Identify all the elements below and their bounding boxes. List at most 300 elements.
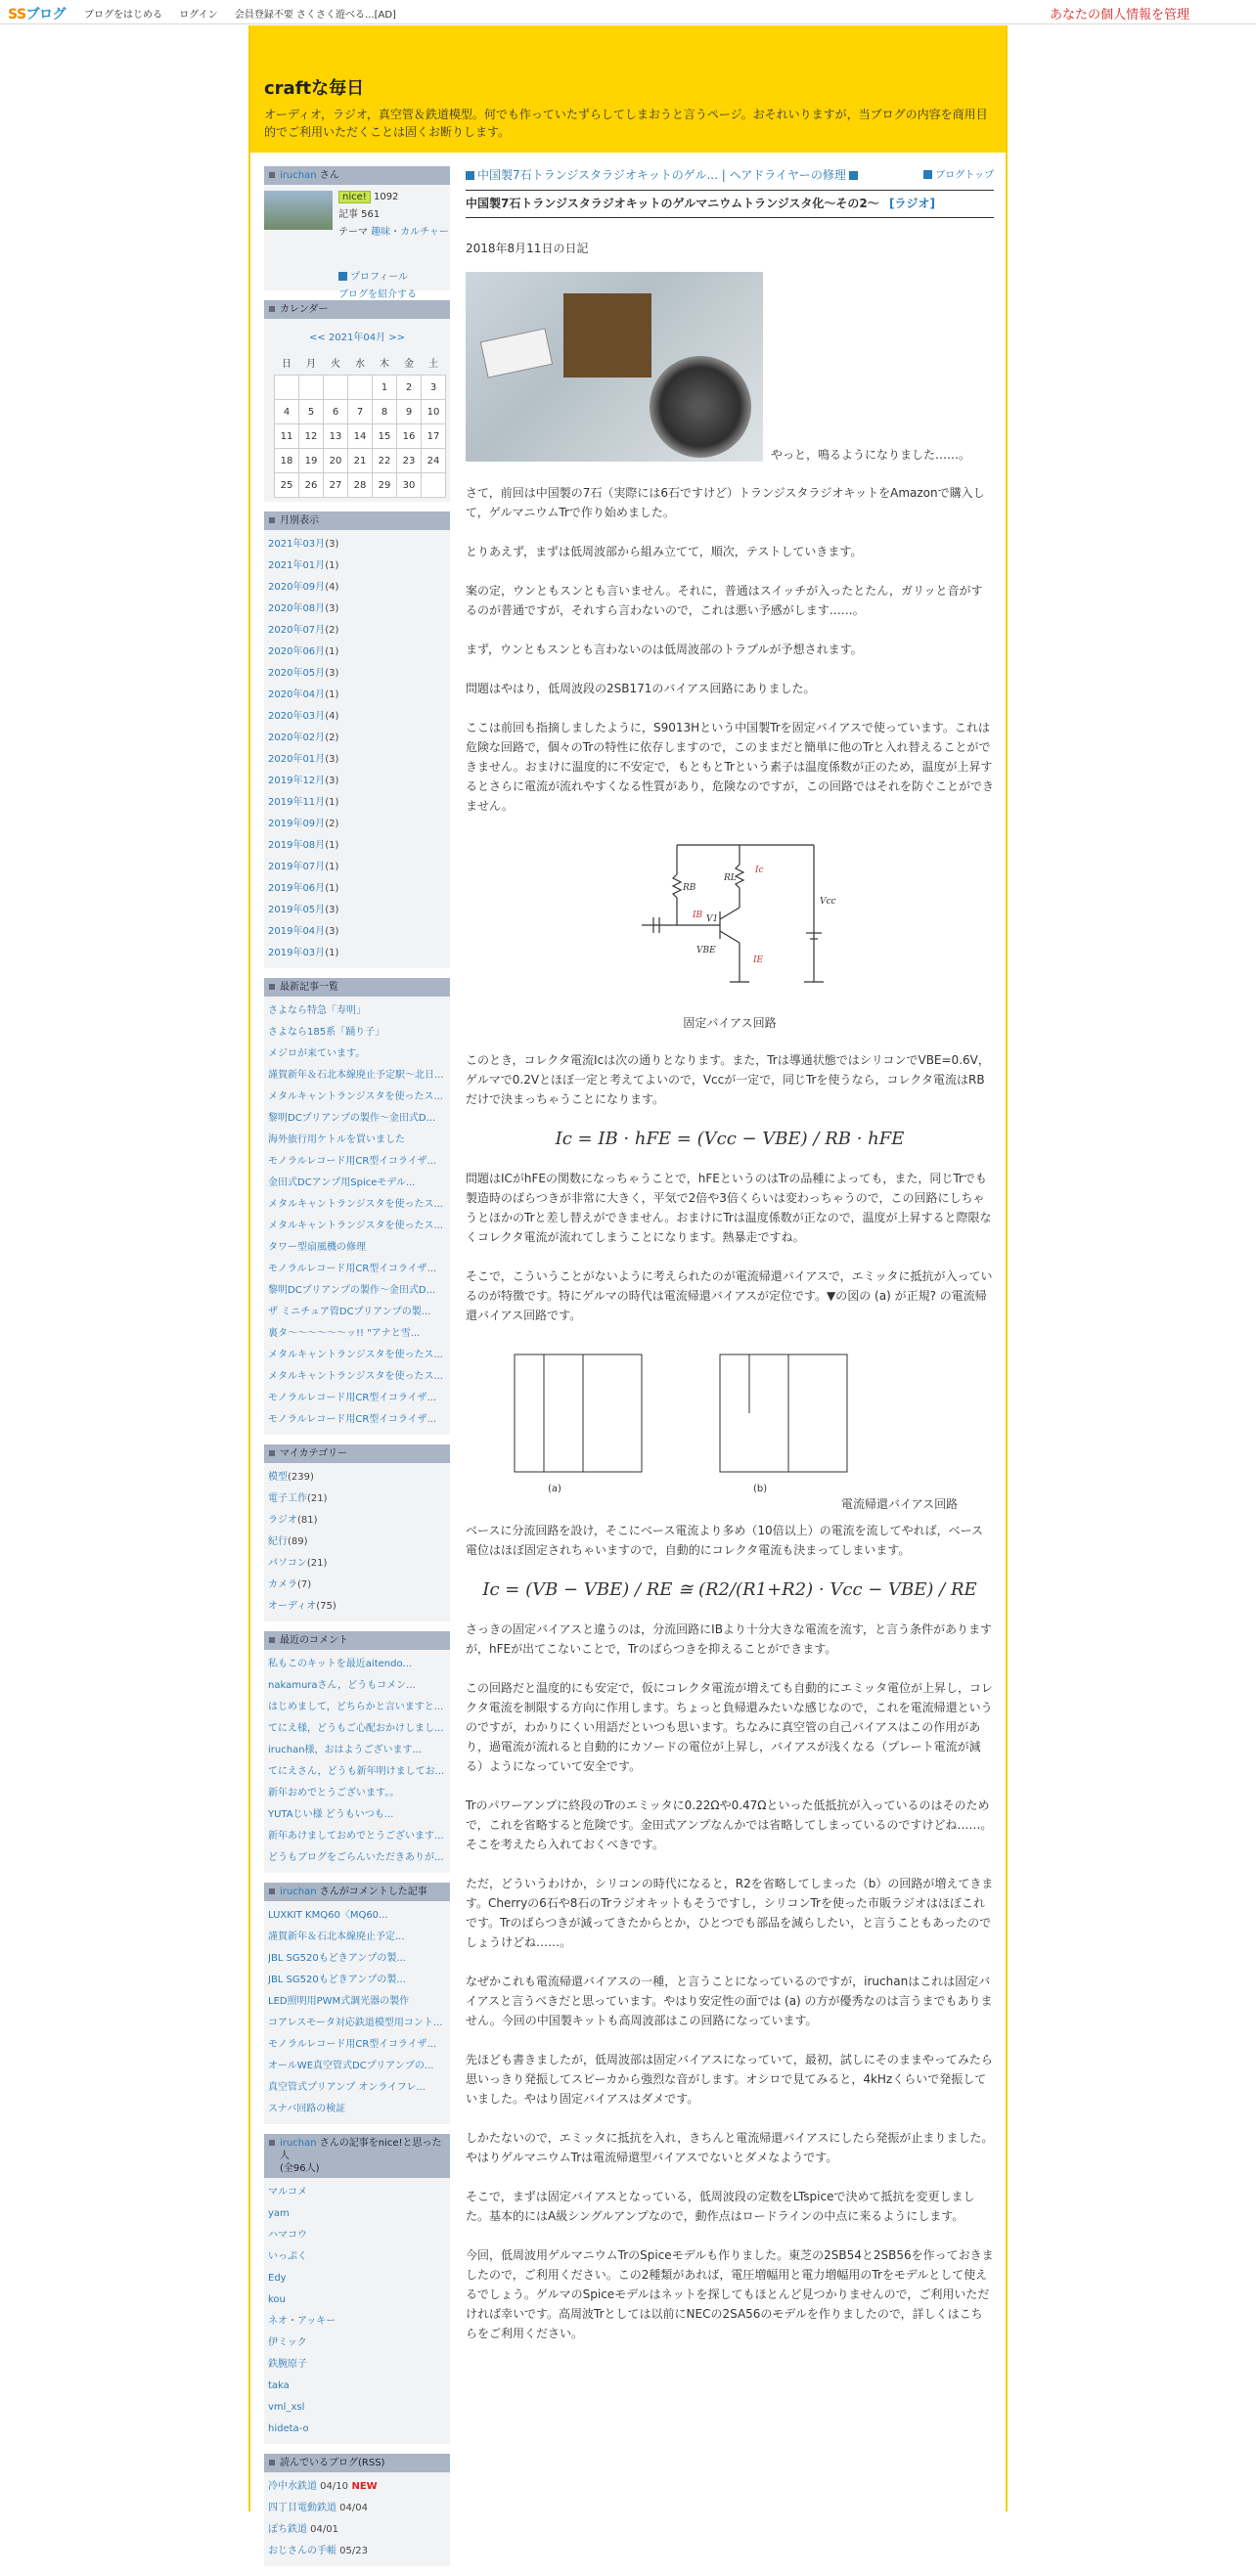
rss-label: 四丁目電動鉄道 — [268, 2503, 336, 2513]
blog-top-link[interactable] — [923, 166, 994, 181]
calendar-day[interactable]: 27 — [324, 473, 348, 498]
calendar-day[interactable]: 4 — [275, 400, 299, 424]
comment-item[interactable] — [268, 1783, 446, 1804]
post-date: 2018年8月11日の日記 — [466, 242, 589, 255]
square-bullet-icon — [923, 170, 932, 179]
calendar-month[interactable]: 2021年04月 — [328, 333, 386, 343]
blog-title[interactable]: craftな毎日 — [264, 78, 365, 99]
comment-item[interactable] — [268, 1761, 446, 1783]
commented-article-label: スナバ回路の検証 — [268, 2104, 346, 2114]
recent-article-item[interactable] — [268, 1323, 446, 1345]
comment-item[interactable] — [268, 1804, 446, 1826]
rss-list — [264, 2472, 450, 2566]
calendar-day — [422, 473, 446, 498]
calendar-day[interactable]: 9 — [397, 400, 422, 424]
commented-article-label: オールWE真空管式DCプリアンプの... — [268, 2061, 434, 2071]
ad-link[interactable]: 会員登録不要 さくさく遊べる...[AD] — [234, 10, 396, 21]
privacy-link[interactable]: あなたの個人情報を管理 — [1049, 8, 1189, 22]
commented-article-item[interactable] — [268, 1970, 446, 1991]
paragraph: 問題はやはり，低周波段の2SB171のバイアス回路にありました。 — [466, 682, 816, 695]
rss-item[interactable] — [268, 2498, 446, 2519]
monthly-item[interactable] — [268, 857, 446, 878]
recent-article-label: モノラルレコード用CR型イコライザ... — [268, 1414, 437, 1425]
recent-article-item[interactable] — [268, 1151, 446, 1173]
calendar-day[interactable]: 1 — [373, 376, 397, 400]
monthly-label: 2019年09月 — [268, 819, 326, 829]
calendar-weekday: 金 — [404, 358, 414, 370]
calendar-day[interactable]: 18 — [275, 449, 299, 473]
monthly-item[interactable] — [268, 642, 446, 663]
commented-article-item[interactable] — [268, 1948, 446, 1970]
monthly-count: (2) — [325, 625, 339, 636]
calendar-day[interactable]: 26 — [299, 473, 324, 498]
comment-item[interactable] — [268, 1718, 446, 1740]
recent-article-item[interactable] — [268, 1130, 446, 1151]
monthly-label: 2019年03月 — [268, 948, 326, 958]
monthly-count: (1) — [325, 646, 339, 657]
monthly-label: 2019年05月 — [268, 905, 326, 915]
calendar-weekday: 日 — [282, 358, 292, 370]
calendar-prev[interactable]: << — [308, 333, 326, 343]
monthly-label: 2020年02月 — [268, 733, 326, 743]
nice-user-label: ハマコウ — [268, 2230, 307, 2241]
introduce-blog-link[interactable]: ブログを紹介する — [338, 289, 417, 300]
nice-user-label: いっぷく — [268, 2251, 307, 2262]
monthly-item[interactable] — [268, 900, 446, 921]
calendar-day[interactable]: 2 — [397, 376, 422, 400]
paragraph: ここは前回も指摘しましたように，S9013Hという中国製Trを固定バイアスで使っています。これは危険な回路で，個々のTrの特性に依存しますので，このままだと簡単に他のTrと入れ替えることができません。おまけに温度的に不安定で，もともとTrという素子は温度係数が正のため，温度が上昇するとさらに電流が流れやすくなる性質があり，危険なのですが，この回路ではそれを防ぐことができません。 — [466, 721, 995, 813]
nice-user-label: マルコメ — [268, 2187, 307, 2198]
category-head: マイカテゴリー — [264, 1444, 450, 1463]
fig2-label-b: (b) — [753, 1484, 768, 1494]
paragraph: このとき，コレクタ電流Icは次の通りとなります。また，Trは導通状態ではシリコンでVBE=0.6V，ゲルマで0.2Vとほぼ一定と考えてよいので，Vccが一定で，同じTrを使うなら，コレクタ電流はRBだけで決まっちゃうことになります。 — [466, 1053, 990, 1106]
comment-item[interactable] — [268, 1740, 446, 1761]
monthly-count: (1) — [325, 689, 339, 700]
commented-article-item[interactable] — [268, 2056, 446, 2077]
monthly-item[interactable] — [268, 534, 446, 555]
blog-description: オーディオ，ラジオ，真空管＆鉄道模型。何でも作っていたずらしてしまおうと言うページ。おそれいりますが，当ブログの内容を商用目的でご利用いただくことは固くお断りします。 — [264, 108, 988, 139]
category-item[interactable] — [268, 1467, 446, 1488]
monthly-label: 2020年08月 — [268, 603, 326, 614]
calendar-day[interactable]: 30 — [397, 473, 422, 498]
recent-article-label: タワー型扇風機の修理 — [268, 1242, 366, 1253]
rss-date: 04/10 — [317, 2481, 348, 2492]
theme-link[interactable]: 趣味・カルチャー — [371, 227, 449, 238]
theme-label: テーマ — [338, 227, 368, 238]
recent-article-item[interactable] — [268, 1259, 446, 1280]
calendar-day[interactable]: 14 — [348, 424, 373, 449]
nice-user-label: Edy — [268, 2273, 287, 2284]
paragraph: そこで，こういうことがないように考えられたのが電流帰還バイアスで，エミッタに抵抗が入っているのが特徴です。特にゲルマの時代は電流帰還バイアスが定位です。▼の図の (a) が正規? の電流帰還バイアス回路です。 — [466, 1269, 993, 1322]
commented-article-label: LED照明用PWM式調光器の製作 — [268, 1996, 410, 2007]
sidebar — [264, 166, 450, 2576]
calendar-day[interactable]: 7 — [348, 400, 373, 424]
nice-user-label: kou — [268, 2294, 286, 2305]
profile-body — [264, 185, 450, 300]
main-content — [466, 166, 994, 2363]
calendar-body — [264, 319, 450, 502]
rss-item[interactable] — [268, 2541, 446, 2562]
nice-users-user-link[interactable]: iruchan — [280, 2138, 317, 2149]
svg-text:Ic: Ic — [755, 866, 764, 875]
recent-article-item[interactable] — [268, 1044, 446, 1065]
category-count: (81) — [297, 1515, 318, 1526]
svg-text:V1: V1 — [706, 914, 719, 924]
comments-list — [264, 1650, 450, 1873]
blog-top-label: ブログトップ — [935, 170, 994, 181]
calendar-day[interactable]: 23 — [397, 449, 422, 473]
profile-thumbnail[interactable] — [264, 191, 333, 230]
paragraph: さっきの固定バイアスと違うのは，分流回路にIBより十分大きな電流を流す，と言う条件がありますが，hFEが出てこないことで，Trのばらつきを抑えることができます。 — [466, 1622, 992, 1656]
calendar-day[interactable]: 24 — [422, 449, 446, 473]
calendar-next[interactable]: >> — [388, 333, 406, 343]
svg-text:Vcc: Vcc — [820, 897, 836, 907]
category-item[interactable] — [268, 1596, 446, 1618]
article-nav — [466, 166, 994, 186]
profile-head — [264, 166, 450, 185]
paragraph: さて，前回は中国製の7石（実際には6石ですけど）トランジスタラジオキットをAmazonで購入して，ゲルマニウムTrで作り始めました。 — [466, 486, 985, 519]
nice-user-item[interactable] — [268, 2289, 446, 2311]
nice-badge: nice! — [338, 191, 371, 203]
nice-user-label: taka — [268, 2380, 290, 2391]
comments-head: 最近のコメント — [264, 1631, 450, 1650]
square-bullet-icon — [338, 272, 347, 281]
rss-head: 読んでいるブログ(RSS) — [264, 2454, 450, 2472]
profile-link[interactable]: プロフィール — [350, 272, 408, 283]
start-blog-link[interactable]: ブログをはじめる — [84, 10, 162, 21]
nice-users-suffix: さんの記事をnice!と思った人 — [280, 2138, 442, 2161]
fixed-bias-circuit-diagram — [622, 835, 837, 1001]
rss-label: おじさんの手帳 — [268, 2546, 336, 2556]
commented-article-label: コアレスモータ対応鉄道模型用コント... — [268, 2018, 443, 2028]
paragraph: そこで，まずは固定バイアスとなっている，低周波段の定数をLTspiceで決めて抵抗を変更しました。基本的にはA級シングルアンプなので，動作点はロードラインの中点に来るようにします。 — [466, 2190, 975, 2223]
monthly-count: (3) — [325, 603, 339, 614]
monthly-list — [264, 530, 450, 968]
profile-user-link[interactable]: iruchan — [280, 170, 317, 181]
comment-item[interactable] — [268, 1826, 446, 1847]
commented-article-item[interactable] — [268, 1927, 446, 1948]
site-logo[interactable] — [8, 4, 66, 23]
comment-label: てにえ様，どうもご心配おかけしまし... — [268, 1723, 444, 1734]
nice-user-label: ネオ・アッキー — [268, 2316, 336, 2327]
login-link[interactable]: ログイン — [179, 10, 218, 21]
commented-article-item[interactable] — [268, 1905, 446, 1927]
svg-text:RL: RL — [724, 873, 737, 883]
comment-item[interactable] — [268, 1697, 446, 1718]
category-count: (21) — [306, 1558, 328, 1569]
commented-user-link[interactable]: iruchan — [280, 1887, 317, 1897]
recent-article-label: メタルキャントランジスタを使ったス... — [268, 1221, 443, 1231]
monthly-item[interactable] — [268, 749, 446, 771]
profile-suffix: さん — [319, 170, 339, 181]
prev-article-link[interactable]: 中国製7石トランジスタラジオキットのゲル... — [477, 168, 718, 182]
rss-box — [264, 2454, 450, 2566]
calendar-day[interactable]: 3 — [422, 376, 446, 400]
commented-article-label: モノラルレコード用CR型イコライザ... — [268, 2039, 437, 2050]
monthly-count: (3) — [325, 539, 339, 550]
calendar-day[interactable]: 15 — [373, 424, 397, 449]
nice-user-item[interactable] — [268, 2203, 446, 2225]
calendar-day[interactable]: 12 — [299, 424, 324, 449]
comment-label: 新年おめでとうございます。。 — [268, 1788, 400, 1799]
next-article-link[interactable]: ヘアドライヤーの修理 — [729, 168, 846, 182]
monthly-head: 月別表示 — [264, 511, 450, 530]
monthly-count: (1) — [325, 883, 339, 894]
monthly-label: 2020年05月 — [268, 668, 326, 679]
nice-user-item[interactable] — [268, 2397, 446, 2419]
monthly-item[interactable] — [268, 685, 446, 706]
calendar-nav — [268, 329, 446, 343]
monthly-item[interactable] — [268, 792, 446, 814]
recent-article-item[interactable] — [268, 1237, 446, 1259]
formula-current-feedback: Ic = (VB − VBE) / RE ≅ (R2/(R1+R2) · Vcc − VBE) / RE — [482, 1579, 977, 1600]
calendar-table — [274, 349, 446, 498]
recent-article-item[interactable] — [268, 1087, 446, 1108]
fixed-bias-figure — [466, 835, 994, 1004]
monthly-count: (3) — [325, 905, 339, 915]
nice-user-label: yam — [268, 2208, 290, 2219]
category-count: (21) — [307, 1493, 328, 1504]
paragraph: 案の定，ウンともスンとも言いません。それに，普通はスイッチが入ったとたん，ガリッと音がするのが普通ですが，それすら言わないので，これは悪い予感がします……。 — [466, 584, 983, 617]
nice-user-item[interactable] — [268, 2419, 446, 2440]
comment-item[interactable] — [268, 1654, 446, 1675]
rss-date: 04/01 — [307, 2524, 338, 2535]
blog-header — [250, 25, 1006, 153]
calendar-day[interactable]: 28 — [348, 473, 373, 498]
monthly-label: 2019年08月 — [268, 840, 326, 851]
nice-user-item[interactable] — [268, 2311, 446, 2332]
calendar-day[interactable]: 10 — [422, 400, 446, 424]
calendar-day[interactable]: 6 — [324, 400, 348, 424]
category-item[interactable] — [268, 1553, 446, 1575]
formula-fixed-bias: Ic = IB · hFE = (Vcc − VBE) / RB · hFE — [555, 1129, 905, 1149]
post-category-link[interactable]: [ラジオ] — [888, 197, 935, 210]
monthly-label: 2020年06月 — [268, 646, 326, 657]
calendar-day[interactable]: 17 — [422, 424, 446, 449]
recent-article-label: メジロが来ています。 — [268, 1048, 366, 1059]
recent-article-item[interactable] — [268, 1366, 446, 1388]
calendar-day[interactable]: 20 — [324, 449, 348, 473]
recent-article-item[interactable] — [268, 1302, 446, 1323]
recent-article-item[interactable] — [268, 1000, 446, 1022]
monthly-count: (3) — [325, 776, 339, 786]
nice-user-item[interactable] — [268, 2332, 446, 2354]
fig1-caption: 固定バイアス回路 — [683, 1016, 777, 1030]
post-title — [466, 190, 994, 218]
svg-text:RB: RB — [683, 883, 696, 893]
photo-caption: やっと，鳴るようになりました……。 — [771, 448, 971, 462]
monthly-label: 2021年03月 — [268, 539, 326, 550]
calendar-day[interactable]: 11 — [275, 424, 299, 449]
calendar-day — [348, 376, 373, 400]
monthly-label: 2020年07月 — [268, 625, 326, 636]
recent-article-item[interactable] — [268, 1173, 446, 1194]
comment-label: iruchan様，おはようございます... — [268, 1745, 423, 1755]
category-label: カメラ — [268, 1579, 297, 1590]
monthly-label: 2019年07月 — [268, 862, 326, 872]
monthly-label: 2019年04月 — [268, 926, 326, 937]
radio-kit-photo[interactable] — [466, 272, 763, 462]
nice-user-item[interactable] — [268, 2268, 446, 2289]
nice-users-count: (全96人) — [280, 2163, 320, 2174]
monthly-count: (3) — [325, 754, 339, 765]
monthly-item[interactable] — [268, 599, 446, 620]
paragraph: ただ，どういうわけか，シリコンの時代になると，R2を省略してしまった（b）の回路が増えてきます。Cherryの6石や8石のTrラジオキットもそうですし，シリコンTrを使った市販ラジオはほぼこれです。Trのばらつきが減ってきたからとか，ひとつでも部品を減らしたい，と言うこともあったのでしょうけどね……。 — [466, 1877, 994, 1949]
post-title-text: 中国製7石トランジスタラジオキットのゲルマニウムトランジスタ化～その2～ — [466, 197, 879, 210]
profile-box — [264, 166, 450, 300]
commented-head — [264, 1883, 450, 1901]
monthly-label: 2020年09月 — [268, 582, 326, 593]
calendar-day[interactable]: 8 — [373, 400, 397, 424]
calendar-day — [275, 376, 299, 400]
nice-user-item[interactable] — [268, 2354, 446, 2376]
paragraph: 問題はICがhFEの関数になっちゃうことで，hFEというのはTrの品種によっても，また，同じTrでも製造時のばらつきが非常に大きく，平気で2倍や3倍くらいは変わっちゃうので，この回路にしちゃうとほかのTrと差し替えができません。おまけにTrは温度係数が正なので，温度が上昇すると際限なくコレクタ電流が流れてしまうことになります。熱暴走ですね。 — [466, 1172, 992, 1244]
monthly-item[interactable] — [268, 814, 446, 835]
calendar-day — [324, 376, 348, 400]
recent-article-label: メタルキャントランジスタを使ったス... — [268, 1350, 443, 1360]
rss-item[interactable] — [268, 2519, 446, 2541]
commented-article-item[interactable] — [268, 2077, 446, 2099]
category-count: (239) — [288, 1472, 314, 1483]
profile-links — [338, 269, 417, 304]
category-item[interactable] — [268, 1510, 446, 1532]
photo-wrap — [466, 272, 994, 464]
commented-suffix: さんがコメントした記事 — [319, 1887, 427, 1897]
commented-article-label: 謹賀新年＆石北本線廃止予定... — [268, 1932, 405, 1942]
calendar-day[interactable]: 19 — [299, 449, 324, 473]
nice-users-head — [264, 2134, 450, 2178]
category-count: (75) — [316, 1601, 336, 1612]
nice-users-box — [264, 2134, 450, 2444]
commented-article-item[interactable] — [268, 1991, 446, 2013]
monthly-item[interactable] — [268, 555, 446, 577]
recent-list — [264, 997, 450, 1435]
monthly-item[interactable] — [268, 706, 446, 728]
category-count: (7) — [297, 1579, 312, 1590]
nice-users-list — [264, 2178, 450, 2444]
calendar-day[interactable]: 29 — [373, 473, 397, 498]
rss-item[interactable] — [268, 2476, 446, 2498]
monthly-count: (4) — [325, 711, 339, 722]
comment-label: どうもブログをごらんいただきありが... — [268, 1852, 444, 1863]
monthly-item[interactable] — [268, 728, 446, 749]
category-item[interactable] — [268, 1532, 446, 1553]
nice-user-label: 鉄腕原子 — [268, 2359, 307, 2370]
calendar-weekday: 水 — [355, 358, 365, 370]
paragraph: この回路だと温度的にも安定で，仮にコレクタ電流が増えても自動的にエミッタ電位が上昇し，コレクタ電流を制限する方向に作用します。ちょっと負帰還みたいな感じなので，これを電流帰還というのですが，わかりにくい用語だといつも思います。ちなみに真空管の自己バイアスはこの作用があり，過電流が流れると自動的にカソードの電位が上昇し，バイアスが浅くなる（プレート電流が減る）ようになっていて安全です。 — [466, 1681, 994, 1773]
commented-article-item[interactable] — [268, 2099, 446, 2120]
recent-article-item[interactable] — [268, 1022, 446, 1044]
new-badge: NEW — [348, 2481, 378, 2492]
monthly-item[interactable] — [268, 620, 446, 642]
recent-article-item[interactable] — [268, 1194, 446, 1216]
nice-user-item[interactable] — [268, 2376, 446, 2397]
nice-user-item[interactable] — [268, 2225, 446, 2246]
recent-article-label: メタルキャントランジスタを使ったス... — [268, 1199, 443, 1210]
comment-item[interactable] — [268, 1675, 446, 1697]
current-feedback-circuit-diagram — [475, 1345, 984, 1501]
monthly-count: (1) — [325, 797, 339, 808]
recent-article-label: さよなら特急「寿明」 — [268, 1005, 366, 1016]
calendar-day[interactable]: 5 — [299, 400, 324, 424]
nav-separator: | — [721, 168, 726, 182]
category-item[interactable] — [268, 1575, 446, 1596]
calendar-day[interactable]: 22 — [373, 449, 397, 473]
comment-label: はじめまして，どちらかと言いますと... — [268, 1702, 444, 1712]
nice-user-label: vml_xsl — [268, 2402, 305, 2413]
recent-article-item[interactable] — [268, 1216, 446, 1237]
monthly-item[interactable] — [268, 878, 446, 900]
monthly-item[interactable] — [268, 663, 446, 685]
commented-article-label: 真空管式プリアンプ オンライフレ... — [268, 2082, 426, 2093]
rss-date: 04/04 — [336, 2503, 368, 2513]
calendar-day[interactable]: 16 — [397, 424, 422, 449]
recent-article-label: モノラルレコード用CR型イコライザ... — [268, 1156, 437, 1167]
recent-article-label: 海外旅行用ケトルを買いました — [268, 1134, 405, 1145]
nice-user-item[interactable] — [268, 2246, 446, 2268]
commented-article-item[interactable] — [268, 2034, 446, 2056]
recent-article-item[interactable] — [268, 1345, 446, 1366]
category-list — [264, 1463, 450, 1621]
top-nav — [84, 6, 410, 21]
nice-user-label: hideta-o — [268, 2423, 309, 2434]
recent-article-label: ザ ミニチュア管DCプリアンプの製... — [268, 1307, 431, 1317]
recent-article-item[interactable] — [268, 1409, 446, 1431]
recent-article-item[interactable] — [268, 1388, 446, 1409]
recent-article-item[interactable] — [268, 1280, 446, 1302]
paragraph: とりあえず，まずは低周波部から組み立てて，順次，テストしていきます。 — [466, 545, 863, 558]
monthly-label: 2020年03月 — [268, 711, 326, 722]
category-item[interactable] — [268, 1488, 446, 1510]
monthly-item[interactable] — [268, 921, 446, 943]
recent-article-label: 裏タ～～～～～～ッ!! "アナと雪... — [268, 1328, 421, 1339]
commented-article-item[interactable] — [268, 2013, 446, 2034]
comment-label: てにえさん，どうも新年明けましてお... — [268, 1766, 445, 1777]
nice-user-item[interactable] — [268, 2182, 446, 2203]
category-label: 紀行 — [268, 1536, 288, 1547]
recent-article-item[interactable] — [268, 1108, 446, 1130]
recent-article-label: 金田式DCアンプ用Spiceモデル... — [268, 1177, 416, 1188]
profile-info — [338, 189, 449, 242]
category-label: オーディオ — [268, 1601, 317, 1612]
calendar-day[interactable]: 25 — [275, 473, 299, 498]
recent-article-item[interactable] — [268, 1065, 446, 1087]
comment-label: nakamuraさん，どうもコメン... — [268, 1680, 416, 1691]
category-box — [264, 1444, 450, 1621]
rss-date: 05/23 — [336, 2546, 368, 2556]
commented-article-label: JBL SG520もどきアンプの製... — [268, 1975, 406, 1985]
monthly-item[interactable] — [268, 943, 446, 964]
calendar-day[interactable]: 13 — [324, 424, 348, 449]
monthly-count: (1) — [325, 560, 339, 571]
calendar-day — [299, 376, 324, 400]
category-label: ラジオ — [268, 1515, 297, 1526]
recent-article-label: 黎明DCプリアンプの製作～金田式D... — [268, 1285, 436, 1296]
recent-article-label: モノラルレコード用CR型イコライザ... — [268, 1393, 437, 1403]
page-container — [248, 25, 1008, 2556]
monthly-label: 2019年11月 — [268, 797, 326, 808]
monthly-box — [264, 511, 450, 968]
monthly-item[interactable] — [268, 835, 446, 857]
comment-item[interactable] — [268, 1847, 446, 1869]
calendar-day[interactable]: 21 — [348, 449, 373, 473]
category-label: パソコン — [268, 1558, 307, 1569]
recent-article-label: メタルキャントランジスタを使ったス... — [268, 1371, 443, 1382]
monthly-item[interactable] — [268, 577, 446, 599]
comments-box — [264, 1631, 450, 1873]
monthly-item[interactable] — [268, 771, 446, 792]
recent-article-label: モノラルレコード用CR型イコライザ... — [268, 1264, 437, 1274]
